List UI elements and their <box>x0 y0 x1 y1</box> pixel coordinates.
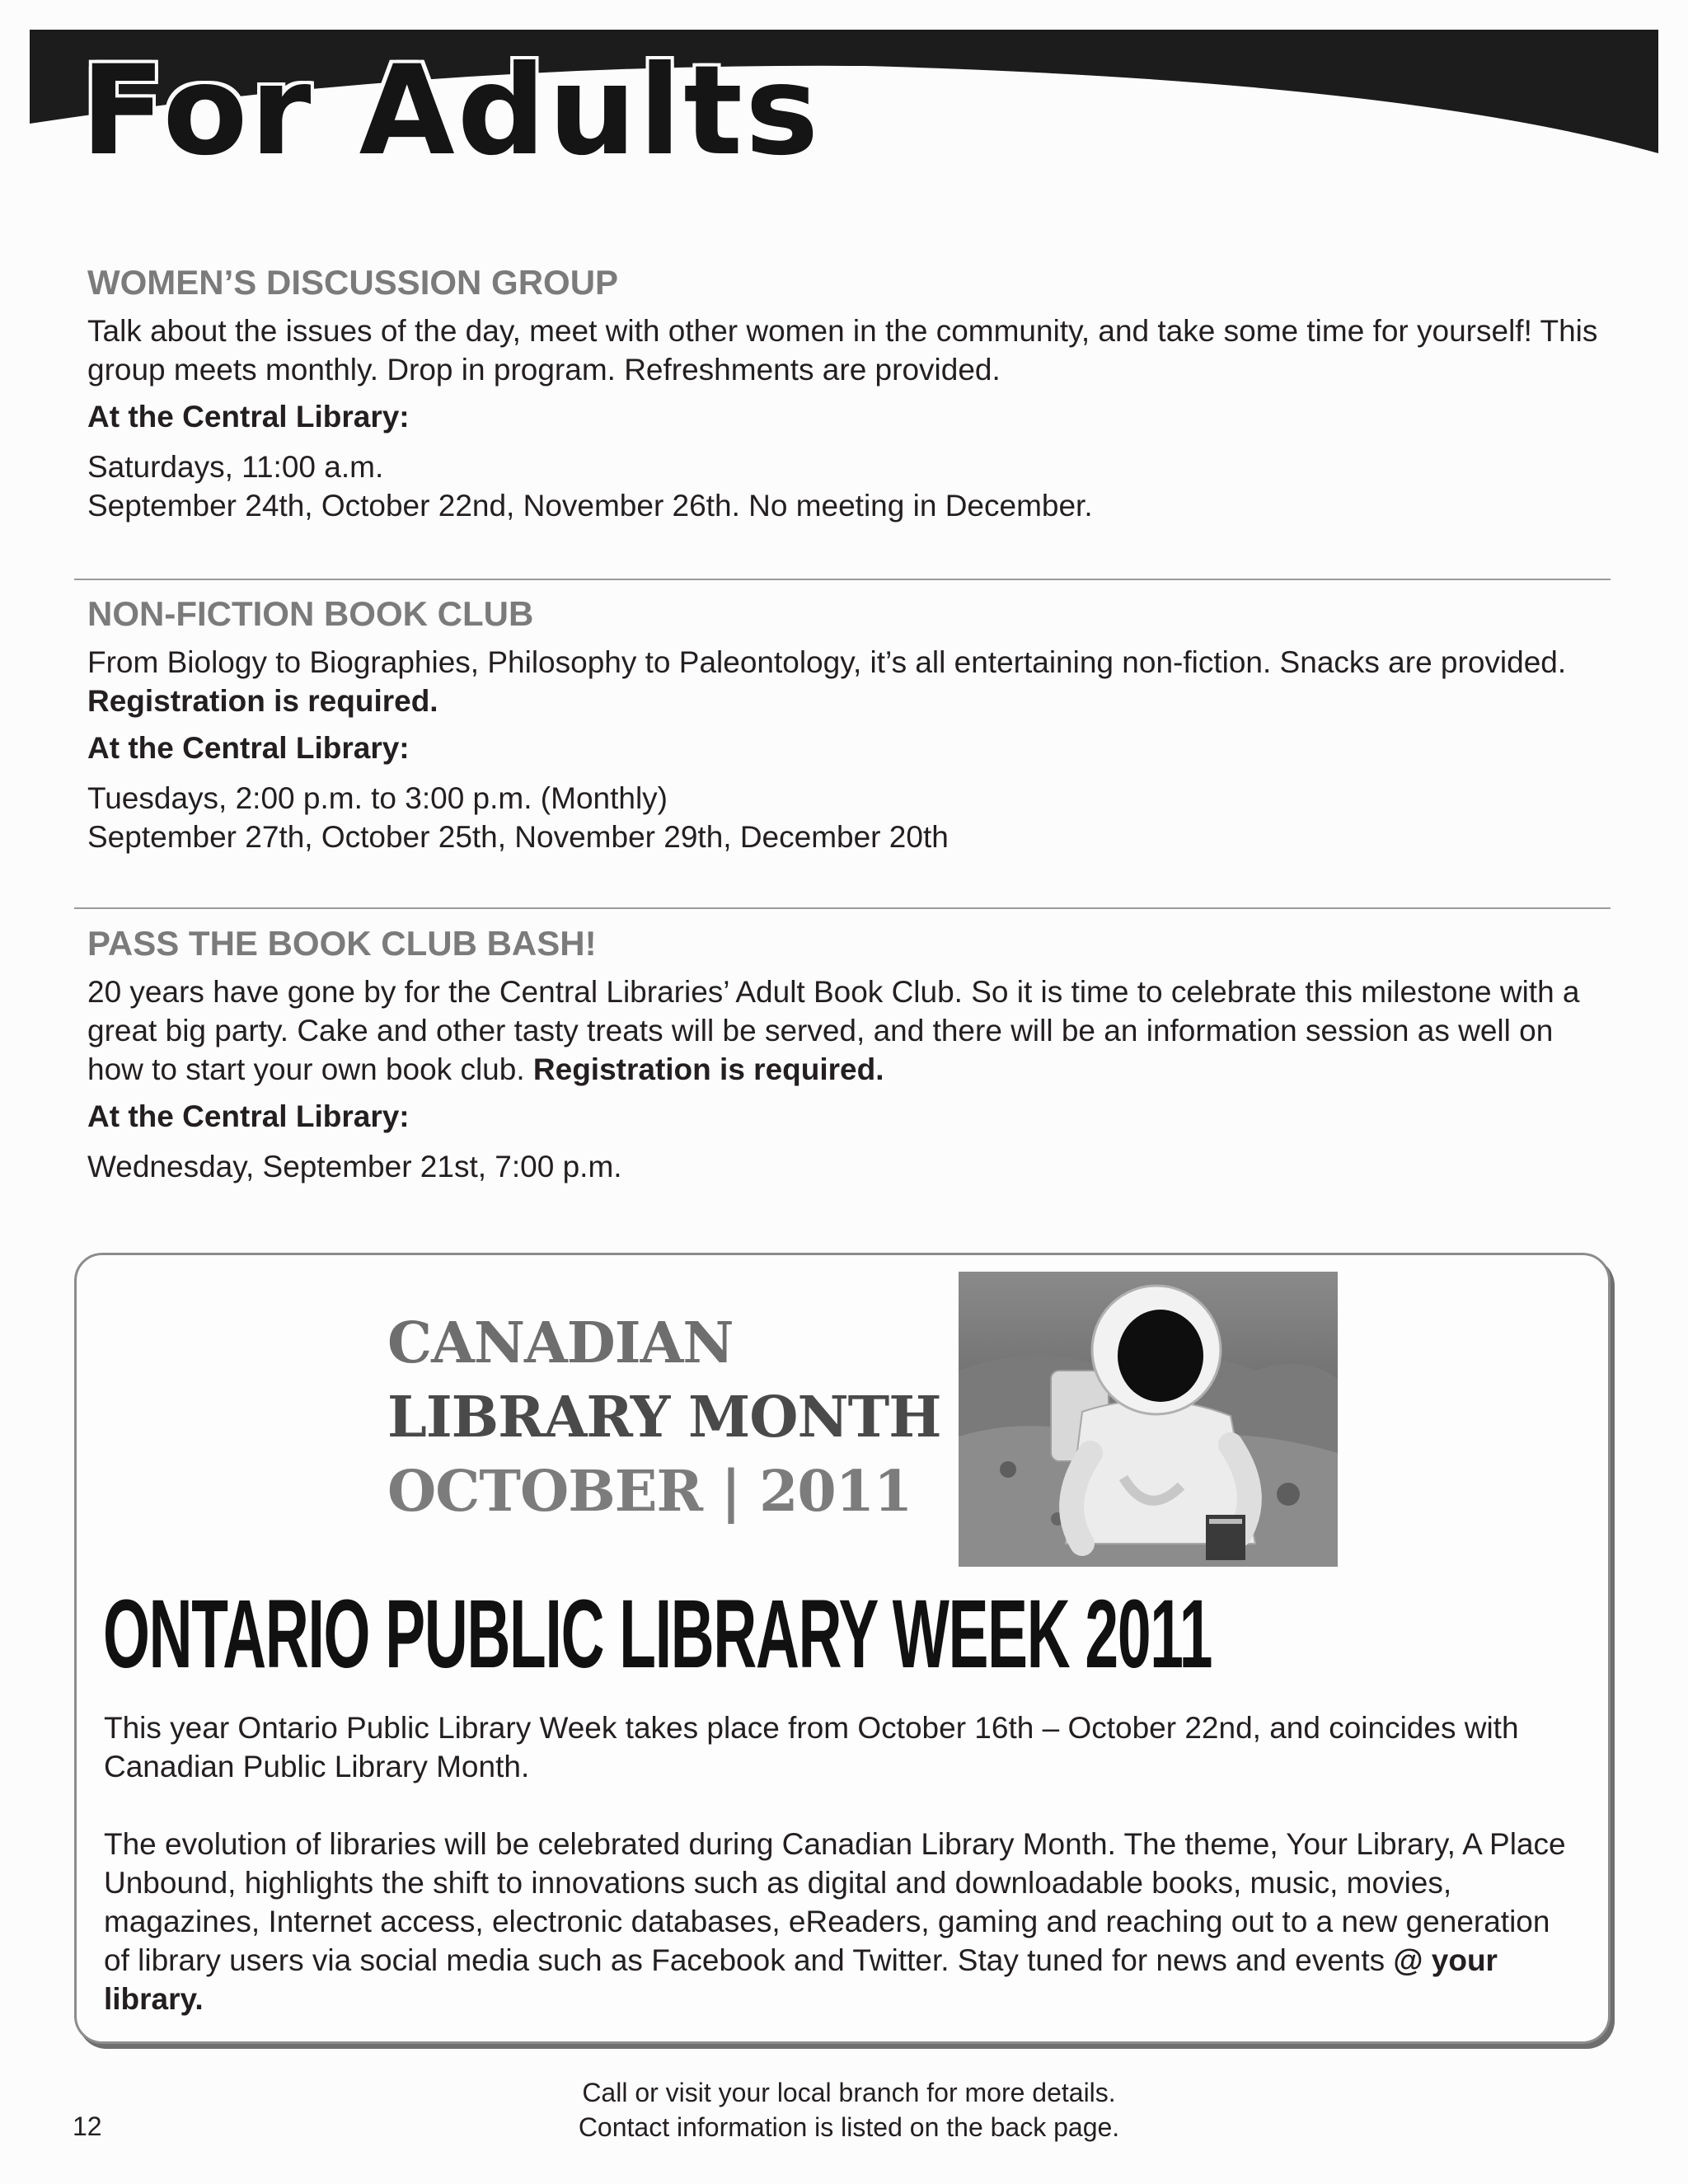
schedule-days: Wednesday, September 21st, 7:00 p.m. <box>87 1150 622 1183</box>
promo-paragraph <box>104 1825 1579 2018</box>
program-description <box>87 643 1612 720</box>
page-title: For Adults <box>81 40 822 183</box>
footer-note <box>437 2075 1261 2144</box>
program-womens-discussion-group <box>87 262 1612 525</box>
program-pass-the-book-club-bash <box>87 923 1612 1186</box>
schedule-days: Tuesdays, 2:00 p.m. to 3:00 p.m. (Monthly) <box>87 781 668 815</box>
section-divider <box>74 579 1611 580</box>
schedule-dates: September 24th, October 22nd, November 26th. No meeting in December. <box>87 489 1093 523</box>
description-text: From Biology to Biographies, Philosophy to Paleontology, it’s all entertaining non-fiction. Snacks are provided. <box>87 645 1567 679</box>
logo-line: OCTOBER | 2011 <box>387 1459 912 1525</box>
logo-line: LIBRARY MONTH <box>387 1385 941 1451</box>
program-description: Talk about the issues of the day, meet with other women in the community, and take some time for yourself! This group meets monthly. Drop in program. Refreshments are provided. <box>87 314 1598 387</box>
registration-note: Registration is required. <box>532 1052 884 1086</box>
promo-paragraph-text: The evolution of libraries will be celebrated during Canadian Library Month. The theme, Your Library, A Place Unbound, highlights the shift to innovations such as digital and downloadable books, music, movies, magazines, Internet access, electronic databases, eReaders, gaming and reaching out to a new generation of library users via social media such as Facebook and Twitter. Stay tuned for news and events <box>104 1827 1566 1977</box>
registration-note: Registration is required. <box>87 684 438 718</box>
canadian-library-month-logo <box>387 1306 948 1529</box>
program-title: PASS THE BOOK CLUB BASH! <box>87 924 597 963</box>
page-number: 12 <box>73 2111 102 2141</box>
logo-line: CANADIAN <box>387 1310 734 1376</box>
program-location: At the Central Library: <box>87 731 410 765</box>
program-title: WOMEN’S DISCUSSION GROUP <box>87 263 619 302</box>
program-schedule <box>87 1147 1612 1186</box>
ontario-public-library-week-title: ONTARIO PUBLIC LIBRARY WEEK 2011 <box>103 1580 1212 1689</box>
program-location: At the Central Library: <box>87 1099 410 1133</box>
program-description <box>87 972 1612 1089</box>
program-location: At the Central Library: <box>87 400 410 434</box>
footer-note-line: Call or visit your local branch for more details. <box>582 2078 1116 2107</box>
description-text: 20 years have gone by for the Central Libraries’ Adult Book Club. So it is time to celebrate this milestone with a great big party. Cake and other tasty treats will be served, and there will be an information session as well on how to start your own book club. <box>87 975 1580 1086</box>
promo-paragraph: This year Ontario Public Library Week takes place from October 16th – October 22nd, and coincides with Canadian Public Library Month. <box>104 1711 1519 1783</box>
program-title: NON-FICTION BOOK CLUB <box>87 594 534 633</box>
astronaut-photo <box>959 1272 1338 1567</box>
program-schedule <box>87 779 1612 856</box>
footer-note-line: Contact information is listed on the back page. <box>578 2112 1120 2142</box>
schedule-dates: September 27th, October 25th, November 29th, December 20th <box>87 820 949 854</box>
program-schedule <box>87 448 1612 525</box>
section-divider <box>74 907 1611 909</box>
schedule-days: Saturdays, 11:00 a.m. <box>87 450 384 484</box>
program-non-fiction-book-club <box>87 593 1612 856</box>
your-library-tagline: @ your library. <box>104 1943 1498 2016</box>
